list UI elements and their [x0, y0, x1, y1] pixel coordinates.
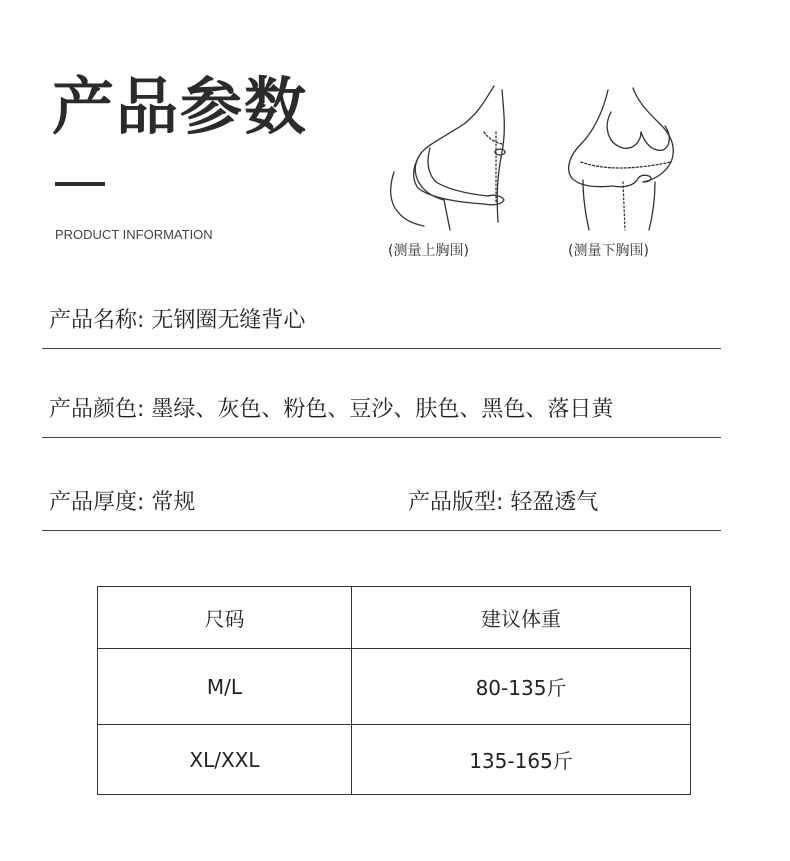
- divider: [42, 348, 721, 349]
- table-header-cell: 尺码: [98, 587, 352, 649]
- table-header-row: [98, 587, 691, 649]
- page-subtitle: PRODUCT INFORMATION: [55, 227, 213, 242]
- divider: [42, 530, 721, 531]
- lower-bust-caption: (测量下胸围): [568, 243, 649, 259]
- table-cell: XL/XXL: [98, 725, 352, 795]
- upper-bust-measure-illustration-icon: [384, 82, 514, 232]
- product-thickness: 产品厚度: 常规: [49, 490, 196, 515]
- table-cell: 135-165斤: [352, 725, 691, 795]
- table-cell: M/L: [98, 649, 352, 725]
- lower-bust-measure-illustration-icon: [553, 82, 683, 232]
- table-cell: 80-135斤: [352, 649, 691, 725]
- upper-bust-caption: (测量上胸围): [388, 243, 469, 259]
- divider: [42, 437, 721, 438]
- product-name: 产品名称: 无钢圈无缝背心: [49, 308, 306, 333]
- table-row: [98, 725, 691, 795]
- product-colors: 产品颜色: 墨绿、灰色、粉色、豆沙、肤色、黑色、落日黄: [49, 397, 614, 422]
- page-title: 产品参数: [52, 70, 309, 143]
- title-underline: [55, 182, 105, 186]
- table-header-cell: 建议体重: [352, 587, 691, 649]
- product-fit: 产品版型: 轻盈透气: [408, 490, 599, 515]
- size-table: [97, 586, 691, 795]
- table-row: [98, 649, 691, 725]
